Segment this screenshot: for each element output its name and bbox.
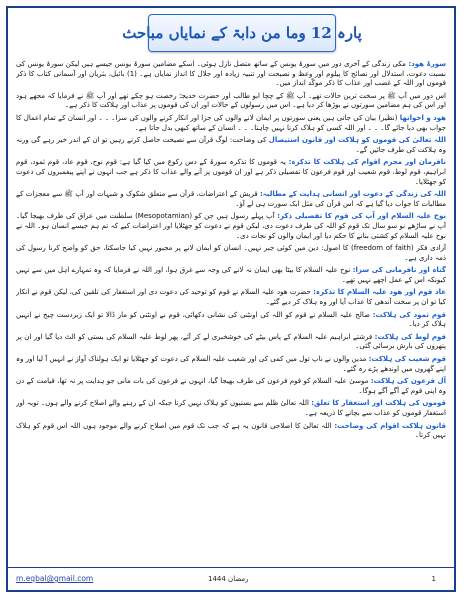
paragraph: [16, 60, 446, 89]
page-title: پارہ 12 وما من دابۃ کے نمایاں مباحث: [122, 24, 362, 42]
content-body: [16, 60, 446, 566]
paragraph: [16, 288, 446, 307]
paragraph-heading: اللہ کی زندگی کے دعوت اور انسانی ہدایت کے مطالبہ:: [259, 190, 446, 199]
paragraph-text: مدین والوں نے ناپ تول میں کمی کی اور شعیب علیہ السلام کی دعوت کو جھٹلایا تو ایک ہولناک آواز نے انہیں آ لیا اور وہ اپنے گھروں میں اوندھے پڑے رہ گئے۔: [16, 355, 446, 373]
paragraph-text: قریش کے اعتراضات، قرآن سے متعلق شکوک و شبہات اور آپ ﷺ سے معجزات کے مطالبات کا جواب دیا گیا ہے کہ اس قرآن کی مثل ایک سورت ہی لے آؤ۔: [16, 190, 446, 208]
paragraph-heading: قوم ثمود کی ہلاکت:: [372, 310, 446, 319]
paragraph: [16, 333, 446, 352]
paragraph-text: مکی زندگی کے آخری دور میں سورۃ یونس کے ساتھ متصل نازل ہوئی۔ اسکے مضامین سورۃ یونس جیسے ہیں لیکن سورۃ یونس کی نسبت دعوت، استدلال اور نصائح کا پیلوم اور وعظ و نصیحت اور تنبیہ زیادہ اور جلال کا انداز نمایاں ہے۔ (1) بائبل، بثریان اور آسمانی کتاب کا ذکر قوموں اور اللہ کے غضب اور عذاب کا ذکر موکّد انداز میں۔: [16, 60, 446, 88]
page-footer: [8, 567, 454, 590]
paragraph-heading: گناہ اور نافرمانی کی سزا:: [352, 266, 446, 275]
page-number: 1: [431, 575, 436, 583]
paragraph: [16, 422, 446, 441]
paragraph-text: نوح علیہ السلام کا بیٹا بھی ایمان نہ لانے کی وجہ سے غرق ہوا، اور اللہ نے فرمایا کہ وہ تمہارے اہل میں سے نہیں کیونکہ اس کے عمل اچھے نہیں تھے۔: [16, 266, 446, 284]
paragraph-heading: نوح علیہ السلام اور آپ کی قوم کا تفصیلی ذکر:: [277, 212, 446, 221]
paragraph-text: اللہ تعالیٰ ظلم سے بستیوں کو ہلاک نہیں کرتا جبکہ ان کے رہنے والے اصلاح کرنے والے ہوں۔ توبہ اور استغفار قوموں کو عذاب سے بچانے کا ذریعہ ہے۔: [16, 399, 446, 417]
paragraph: [16, 311, 446, 330]
paragraph: [16, 244, 446, 263]
paragraph-text: کی وضاحت: لوگ قرآن سے نصیحت حاصل کرتے رہیں تو ان کے اندر خیر رہے گی ورنہ وہ ہلاکت کی طرف جائیں گے۔: [16, 136, 446, 154]
paragraph-heading: سورۃ ھود:: [408, 60, 446, 68]
paragraph: [16, 190, 446, 209]
paragraph-heading: اللہ تعالیٰ کی قوموں کو ہلاکت اور قانون استیصال: [268, 136, 446, 145]
paragraph: [16, 377, 446, 396]
paragraph-heading: قوموں کی ہلاکت اور استغفار کا تعلق:: [311, 399, 446, 408]
paragraph-text: آزادی فکر (freedom of faith) کا اصول: دین میں کوئی جبر نہیں۔ انسان کو ایمان لانے پر مجبور نہیں کیا جاسکتا، حق کو واضح کرنا رسول کی ذمہ داری ہے۔: [16, 244, 446, 262]
paragraph-text: اس دور میں آپ ﷺ پر سخت ترین حالات تھے۔ آپ ﷺ کے چچا ابو طالب اور حضرت خدیجہؓ رخصت ہو چکے تھے اور آپ ﷺ نے فرمایا کہ مجھے ہود اور اس کی ہم مضامین سورتوں نے بوڑھا کر دیا ہے۔ اس میں رسولوں کے حالات اور ان کی قوموں پر عذاب اور ہلاکت کا ذکر ہے۔: [16, 91, 446, 110]
paragraph-heading: آل فرعون کی ہلاکت:: [370, 377, 446, 386]
paragraph-heading: عاد قوم اور ھود علیہ السلام کا تذکرہ:: [313, 288, 446, 297]
footer-email[interactable]: m.eqbal@gmail.com: [16, 574, 94, 583]
document-page: [6, 6, 456, 592]
title-banner: [122, 14, 362, 52]
paragraph: [16, 355, 446, 374]
paragraph: [16, 266, 446, 285]
paragraph-text: اللہ تعالیٰ کا اصلاحی قانون یہ ہے کہ جب تک قوم میں اصلاح کرنے والے موجود ہوں اللہ اس قوم کو ہلاک نہیں کرتا۔: [16, 421, 446, 440]
paragraph: [16, 114, 446, 133]
paragraph-heading: قوم شعیب کی ہلاکت:: [368, 355, 446, 364]
paragraph-text: موسیٰ علیہ السلام کو قوم فرعون کی طرف بھیجا گیا، انہوں نے فرعون کی بات مانی جو ہدایت پر نہ تھا، قیامت کے دن وہ اپنی قوم کے آگے آگے ہوگا۔: [16, 377, 446, 395]
footer-date: رمضان 1444: [208, 575, 249, 583]
paragraph: [16, 92, 446, 111]
paragraph: [16, 158, 446, 187]
paragraph-heading: قوم لوط کی ہلاکت:: [374, 332, 446, 341]
paragraph-heading: نافرمان اور مجرم اقوام کی ہلاکت کا تذکرہ:: [288, 158, 446, 167]
paragraph-text: حضرت ھود علیہ السلام نے قوم کو توحید کی دعوت دی اور استغفار کی تلقین کی، لیکن قوم نے انکار کیا تو ان پر سخت آندھی کا عذاب آیا اور وہ ہلاک کر دیے گئے۔: [16, 288, 446, 307]
paragraph-text: آپ پہلے رسول ہیں جن کو (Mesopotamian) سلطنت میں عراق کی طرف بھیجا گیا۔ آپ نے ساڑھے نو سو سال تک قوم کو اللہ کی طرف دعوت دی، لیکن قوم نے دعوت کو جھٹلایا اور اعتراضات کیے کہ تم ہم جیسے انسان ہو۔ اللہ نے نوح علیہ السلام کو کشتی بنانے کا حکم دیا اور ایمان والوں کو نجات دی۔: [16, 212, 446, 240]
paragraph-text: (نظیر) بیان کی جاتی ہیں یعنی سورتوں پر ایمان لانے والوں کی جزا اور انکار کرنے والوں کی سزا۔ ۔ ۔ اور انسان کے تمام اعمال کا جواب بھی دیا جائے گا۔ ۔ ۔ اور اللہ کسی کو ہلاک کرنا نہیں چاہتا۔ ۔ ۔ انسان کے ساتھ کبھی بدل جاتا ہے۔: [16, 113, 446, 132]
paragraph-heading: قانون ہلاکت اقوام کی وضاحت:: [334, 421, 446, 430]
paragraph: [16, 136, 446, 155]
paragraph-text: فرشتے ابراہیم علیہ السلام کے پاس بیٹے کی خوشخبری لے کر آئے، پھر لوط علیہ السلام کی بستی کو الٹ دیا گیا اور ان پر پتھروں کی بارش برسائی گئی۔: [16, 332, 446, 351]
paragraph: [16, 399, 446, 418]
paragraph: [16, 212, 446, 241]
paragraph-text: صالح علیہ السلام نے قوم کو اللہ کی اونٹنی کی نشانی دکھائی، قوم نے اونٹنی کو مار ڈالا تو ایک زبردست چیخ نے انہیں ہلاک کر دیا۔: [16, 310, 446, 329]
paragraph-text: یہ قوموں کا تذکرہ سورۃ کے دس رکوع میں کیا گیا ہے: قوم نوح، قوم عاد، قوم ثمود، قوم ابراہیم، قوم لوط، قوم شعیب اور قوم فرعون کا تفصیلی ذکر ہے اور ان قوموں پر آنے والے عذاب کا ذکر ہے جب انہوں نے اپنے پیغمبروں کی دعوت کو جھٹلایا۔: [16, 158, 446, 186]
paragraph-heading: ھود و اخواتھا: [399, 113, 446, 122]
